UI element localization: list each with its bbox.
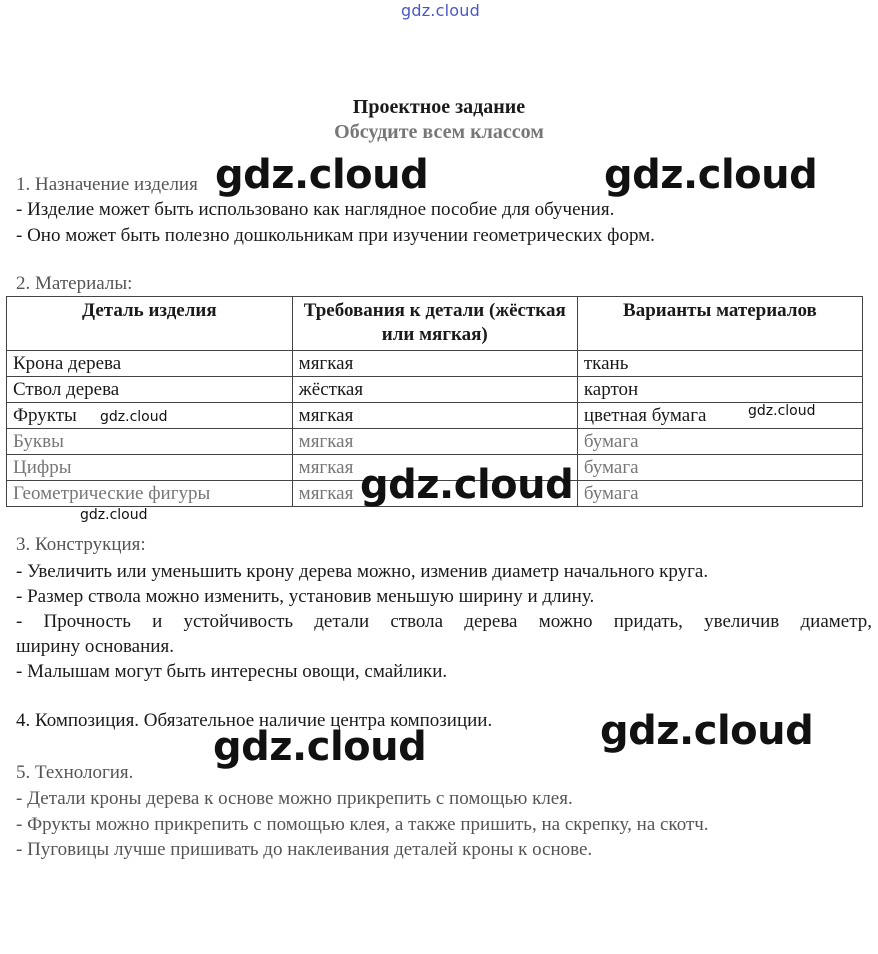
table-cell: Ствол дерева [7, 377, 293, 403]
table-cell: мягкая [292, 481, 577, 507]
section-1-heading: 1. Назначение изделия [16, 174, 198, 195]
section-4-heading: 4. Композиция. Обязательное наличие центра композиции. [16, 710, 493, 731]
page-title: Проектное задание [352, 96, 526, 118]
watermark-big: gdz.cloud [600, 708, 814, 754]
table-header-row [7, 297, 863, 351]
table-cell: мягкая [292, 403, 577, 429]
table-cell: бумага [577, 455, 862, 481]
watermark-big: gdz.cloud [213, 724, 427, 770]
table-cell: мягкая [292, 455, 577, 481]
section-3-line: - Прочность и устойчивость детали ствола дерева можно придать, увеличив диаметр, [16, 611, 872, 632]
section-3-heading: 3. Конструкция: [16, 534, 146, 555]
table-row [7, 377, 863, 403]
section-5-line: - Фрукты можно прикрепить с помощью клея, а также пришить, на скрепку, на скотч. [16, 814, 709, 835]
table-cell: Буквы [7, 429, 293, 455]
watermark-big: gdz.cloud [360, 462, 574, 508]
section-2-heading: 2. Материалы: [16, 273, 133, 294]
watermark-big: gdz.cloud [215, 152, 429, 198]
table-cell: жёсткая [292, 377, 577, 403]
section-1-line: - Оно может быть полезно дошкольникам при изучении геометрических форм. [16, 225, 655, 246]
watermark-small: gdz.cloud [80, 507, 148, 523]
table-cell: Цифры [7, 455, 293, 481]
table-cell: мягкая [292, 429, 577, 455]
section-3-line: - Увеличить или уменьшить крону дерева можно, изменив диаметр начального круга. [16, 561, 709, 582]
table-cell: ткань [577, 351, 862, 377]
section-5-heading: 5. Технология. [16, 762, 134, 783]
table-cell: мягкая [292, 351, 577, 377]
table-cell: цветная бумага [577, 403, 862, 429]
watermark-small: gdz.cloud [748, 403, 816, 419]
table-header-cell: Требования к детали (жёсткая или мягкая) [292, 297, 577, 351]
table-cell: Геометрические фигуры [7, 481, 293, 507]
table-cell: Фрукты [7, 403, 293, 429]
table-header-cell: Варианты материалов [577, 297, 862, 351]
page-subtitle: Обсудите всем классом [334, 121, 544, 143]
table-cell: бумага [577, 481, 862, 507]
table-row [7, 429, 863, 455]
table-header-cell: Деталь изделия [7, 297, 293, 351]
section-5-line: - Детали кроны дерева к основе можно прикрепить с помощью клея. [16, 788, 573, 809]
section-5-line: - Пуговицы лучше пришивать до наклеивания деталей кроны к основе. [16, 839, 593, 860]
section-3-line: - Малышам могут быть интересны овощи, смайлики. [16, 661, 448, 682]
table-cell: Крона дерева [7, 351, 293, 377]
watermark-top: gdz.cloud [401, 1, 480, 20]
table-cell: картон [577, 377, 862, 403]
watermark-big: gdz.cloud [604, 152, 818, 198]
table-cell: бумага [577, 429, 862, 455]
section-1-line: - Изделие может быть использовано как наглядное пособие для обучения. [16, 199, 615, 220]
section-3-line: - Размер ствола можно изменить, установив меньшую ширину и длину. [16, 586, 595, 607]
watermark-small: gdz.cloud [100, 409, 168, 425]
table-row [7, 351, 863, 377]
section-3-line: ширину основания. [16, 636, 174, 657]
